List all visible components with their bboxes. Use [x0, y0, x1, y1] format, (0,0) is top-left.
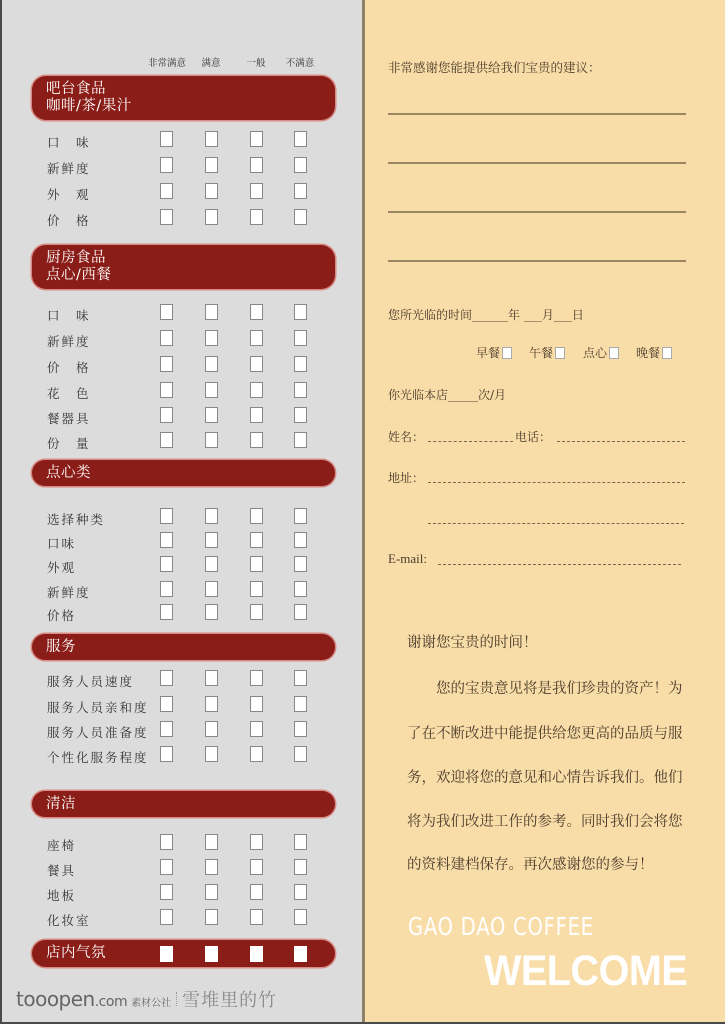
meal-option-snack[interactable]	[583, 344, 619, 361]
rating-item-label: 价 格	[47, 213, 91, 228]
rating-checkbox-一般[interactable]	[250, 407, 263, 423]
rating-checkbox-一般[interactable]	[250, 859, 263, 875]
rating-row	[0, 356, 360, 376]
rating-checkbox-一般[interactable]	[250, 721, 263, 737]
phone-label: 电话：	[515, 430, 552, 444]
rating-checkbox-满意[interactable]	[205, 382, 218, 398]
rating-checkbox-一般[interactable]	[250, 157, 263, 173]
section-header-2	[32, 460, 335, 486]
rating-checkbox-一般[interactable]	[250, 909, 263, 925]
rating-row	[0, 556, 360, 576]
rating-item-label: 口味	[47, 536, 77, 551]
meal-option-lunch[interactable]	[529, 344, 565, 361]
rating-row	[0, 670, 360, 690]
rating-row	[0, 432, 360, 452]
rating-checkbox-不满意[interactable]	[294, 382, 307, 398]
rating-row	[0, 131, 360, 151]
rating-checkbox-满意[interactable]	[205, 604, 218, 620]
name-field[interactable]	[428, 441, 513, 442]
rating-checkbox-不满意[interactable]	[294, 746, 307, 762]
name-label: 姓名：	[388, 430, 425, 444]
rating-checkbox-不满意[interactable]	[294, 909, 307, 925]
section-title: 清洁	[46, 795, 76, 812]
rating-checkbox-非常满意[interactable]	[160, 884, 173, 900]
rating-item-label: 份 量	[47, 436, 91, 451]
rating-checkbox-满意[interactable]	[205, 432, 218, 448]
rating-checkbox-一般[interactable]	[250, 746, 263, 762]
watermark-site: tooopen	[16, 987, 95, 1011]
column-satisfied: 满意	[201, 58, 221, 69]
rating-row	[0, 834, 360, 854]
meal-label: 晚餐	[636, 346, 661, 360]
welcome-heading: WELCOME	[484, 947, 688, 995]
address-field-2[interactable]	[428, 523, 684, 524]
section-title: 咖啡/茶/果汁	[46, 98, 132, 114]
section-title: 厨房食品	[46, 250, 106, 266]
email-field[interactable]	[438, 564, 681, 565]
rating-checkbox-不满意[interactable]	[294, 131, 307, 147]
meal-checkbox[interactable]	[555, 347, 565, 359]
meal-label: 点心	[583, 346, 608, 360]
meal-label: 早餐	[476, 346, 501, 360]
rating-checkbox-满意[interactable]	[205, 909, 218, 925]
watermark-tld: .com	[94, 994, 128, 1010]
rating-checkbox-一般[interactable]	[250, 432, 263, 448]
rating-checkbox-满意[interactable]	[205, 946, 218, 962]
rating-checkbox-非常满意[interactable]	[160, 356, 173, 372]
rating-checkbox-不满意[interactable]	[294, 604, 307, 620]
rating-checkbox-不满意[interactable]	[294, 581, 307, 597]
rating-checkbox-非常满意[interactable]	[160, 304, 173, 320]
rating-row	[0, 909, 360, 929]
rating-checkbox-满意[interactable]	[205, 157, 218, 173]
meal-option-dinner[interactable]	[636, 344, 672, 361]
rating-checkbox-满意[interactable]	[205, 721, 218, 737]
section-title: 吧台食品	[46, 81, 106, 97]
rating-item-label: 个性化服务程度	[47, 750, 149, 765]
watermark-separator	[176, 992, 177, 1006]
rating-item-label: 新鲜度	[47, 334, 91, 349]
rating-row	[0, 859, 360, 879]
rating-row	[0, 884, 360, 904]
rating-checkbox-一般[interactable]	[250, 131, 263, 147]
rating-checkbox-满意[interactable]	[205, 746, 218, 762]
rating-row	[0, 746, 360, 766]
thanks-line-3: 了在不断改进中能提供给您更高的品质与服	[407, 726, 683, 742]
rating-checkbox-不满意[interactable]	[294, 432, 307, 448]
rating-checkbox-不满意[interactable]	[294, 407, 307, 423]
suggestion-prompt: 非常感谢您能提供给我们宝贵的建议：	[388, 60, 601, 75]
section-title: 点心类	[46, 464, 91, 481]
rating-row	[0, 304, 360, 324]
rating-checkbox-一般[interactable]	[250, 304, 263, 320]
rating-checkbox-非常满意[interactable]	[160, 604, 173, 620]
rating-item-label: 新鲜度	[47, 161, 91, 176]
rating-checkbox-满意[interactable]	[205, 508, 218, 524]
rating-row	[0, 330, 360, 350]
rating-checkbox-一般[interactable]	[250, 670, 263, 686]
rating-checkbox-非常满意[interactable]	[160, 157, 173, 173]
rating-checkbox-满意[interactable]	[205, 407, 218, 423]
section-title: 店内气氛	[46, 945, 106, 961]
rating-checkbox-一般[interactable]	[250, 183, 263, 199]
rating-checkbox-非常满意[interactable]	[160, 834, 173, 850]
rating-checkbox-一般[interactable]	[250, 508, 263, 524]
meal-checkbox[interactable]	[609, 347, 619, 359]
rating-checkbox-一般[interactable]	[250, 556, 263, 572]
column-unsatisfied: 不满意	[285, 58, 315, 69]
rating-checkbox-一般[interactable]	[250, 696, 263, 712]
rating-row	[0, 532, 360, 552]
rating-checkbox-不满意[interactable]	[294, 721, 307, 737]
rating-checkbox-满意[interactable]	[205, 131, 218, 147]
rating-checkbox-满意[interactable]	[205, 556, 218, 572]
suggestion-line-3[interactable]	[388, 211, 686, 213]
rating-checkbox-一般[interactable]	[250, 209, 263, 225]
rating-item-label: 口 味	[47, 308, 91, 323]
rating-checkbox-不满意[interactable]	[294, 157, 307, 173]
rating-checkbox-满意[interactable]	[205, 330, 218, 346]
rating-item-label: 价 格	[47, 360, 91, 375]
rating-checkbox-不满意[interactable]	[294, 556, 307, 572]
thanks-line-6: 的资料建档保存。再次感谢您的参与！	[407, 857, 654, 873]
rating-checkbox-不满意[interactable]	[294, 946, 307, 962]
watermark-tag: 素材公社	[131, 998, 172, 1009]
rating-checkbox-非常满意[interactable]	[160, 746, 173, 762]
suggestion-line-2[interactable]	[388, 162, 686, 164]
address-label: 地址：	[388, 471, 425, 485]
rating-row	[0, 696, 360, 716]
rating-item-label: 外观	[47, 560, 77, 575]
section-header-4	[32, 791, 335, 817]
rating-checkbox-满意[interactable]	[205, 304, 218, 320]
meal-checkbox[interactable]	[662, 347, 672, 359]
rating-checkbox-一般[interactable]	[250, 604, 263, 620]
rating-checkbox-非常满意[interactable]	[160, 670, 173, 686]
rating-checkbox-非常满意[interactable]	[160, 508, 173, 524]
rating-checkbox-不满意[interactable]	[294, 834, 307, 850]
rating-row	[0, 581, 360, 601]
rating-row	[0, 183, 360, 203]
rating-checkbox-满意[interactable]	[205, 670, 218, 686]
rating-checkbox-一般[interactable]	[250, 946, 263, 962]
rating-checkbox-非常满意[interactable]	[160, 183, 173, 199]
section-title: 服务	[46, 638, 76, 655]
rating-checkbox-不满意[interactable]	[294, 508, 307, 524]
meal-option-breakfast[interactable]	[476, 344, 512, 361]
rating-checkbox-满意[interactable]	[205, 356, 218, 372]
rating-checkbox-一般[interactable]	[250, 330, 263, 346]
meal-checkbox[interactable]	[502, 347, 512, 359]
thanks-line-1: 谢谢您宝贵的时间！	[407, 635, 538, 651]
rating-checkbox-不满意[interactable]	[294, 696, 307, 712]
rating-checkbox-非常满意[interactable]	[160, 859, 173, 875]
rating-checkbox-非常满意[interactable]	[160, 909, 173, 925]
rating-item-label: 服务人员准备度	[47, 725, 149, 740]
rating-checkbox-不满意[interactable]	[294, 884, 307, 900]
rating-checkbox-非常满意[interactable]	[160, 407, 173, 423]
column-very-satisfied: 非常满意	[147, 58, 187, 69]
rating-row	[0, 382, 360, 402]
rating-item-label: 选择种类	[47, 512, 106, 527]
rating-checkbox-不满意[interactable]	[294, 859, 307, 875]
rating-checkbox-非常满意[interactable]	[160, 432, 173, 448]
rating-checkbox-一般[interactable]	[250, 581, 263, 597]
rating-checkbox-不满意[interactable]	[294, 356, 307, 372]
rating-item-label: 化妆室	[47, 913, 91, 928]
rating-row	[0, 508, 360, 528]
rating-checkbox-不满意[interactable]	[294, 330, 307, 346]
rating-checkbox-非常满意[interactable]	[160, 330, 173, 346]
rating-item-label: 地板	[47, 888, 77, 903]
rating-checkbox-不满意[interactable]	[294, 532, 307, 548]
suggestion-line-1[interactable]	[388, 113, 686, 115]
rating-row	[0, 209, 360, 229]
rating-checkbox-不满意[interactable]	[294, 209, 307, 225]
rating-checkbox-不满意[interactable]	[294, 183, 307, 199]
suggestion-line-4[interactable]	[388, 260, 686, 262]
section-header-3	[32, 634, 335, 660]
watermark-author: 雪堆里的竹	[182, 990, 278, 1011]
meal-label: 午餐	[529, 346, 554, 360]
visit-frequency-field[interactable]: 你光临本店_____次/月	[388, 388, 507, 402]
rating-checkbox-一般[interactable]	[250, 382, 263, 398]
section-header-0	[32, 76, 335, 120]
rating-item-label: 外 观	[47, 187, 91, 202]
rating-item-label: 餐器具	[47, 411, 91, 426]
email-label: E-mail:	[388, 551, 427, 566]
rating-checkbox-满意[interactable]	[205, 581, 218, 597]
rating-checkbox-满意[interactable]	[205, 859, 218, 875]
column-average: 一般	[246, 58, 266, 69]
phone-field[interactable]	[557, 441, 685, 442]
rating-checkbox-一般[interactable]	[250, 532, 263, 548]
rating-item-label: 座椅	[47, 838, 77, 853]
address-field-1[interactable]	[428, 482, 685, 483]
rating-checkbox-非常满意[interactable]	[160, 946, 173, 962]
rating-checkbox-满意[interactable]	[205, 183, 218, 199]
watermark	[16, 986, 277, 1012]
rating-item-label: 价格	[47, 608, 77, 623]
rating-item-label: 服务人员速度	[47, 674, 135, 689]
rating-checkbox-一般[interactable]	[250, 834, 263, 850]
thanks-line-4: 务，欢迎将您的意见和心情告诉我们。他们	[407, 770, 683, 786]
rating-row	[0, 604, 360, 624]
visit-date-field[interactable]: 您所光临的时间______年 ___月___日	[388, 308, 584, 322]
rating-checkbox-满意[interactable]	[205, 696, 218, 712]
section-header-1	[32, 245, 335, 289]
rating-checkbox-满意[interactable]	[205, 532, 218, 548]
rating-row	[0, 157, 360, 177]
rating-checkbox-非常满意[interactable]	[160, 581, 173, 597]
rating-checkbox-一般[interactable]	[250, 884, 263, 900]
brand-name: GAO DAO COFFEE	[408, 912, 594, 941]
rating-checkbox-非常满意[interactable]	[160, 721, 173, 737]
rating-checkbox-满意[interactable]	[205, 834, 218, 850]
section-header-5	[32, 940, 335, 967]
rating-item-label: 餐具	[47, 863, 77, 878]
rating-column-headers	[0, 55, 360, 69]
rating-checkbox-满意[interactable]	[205, 209, 218, 225]
rating-row	[0, 721, 360, 741]
thanks-line-5: 将为我们改进工作的参考。同时我们会将您	[407, 814, 683, 830]
section-title: 点心/西餐	[46, 267, 112, 283]
rating-checkbox-满意[interactable]	[205, 884, 218, 900]
rating-item-label: 新鲜度	[47, 585, 91, 600]
rating-checkbox-不满意[interactable]	[294, 304, 307, 320]
rating-row	[0, 407, 360, 427]
rating-checkbox-非常满意[interactable]	[160, 209, 173, 225]
rating-checkbox-非常满意[interactable]	[160, 532, 173, 548]
rating-checkbox-一般[interactable]	[250, 356, 263, 372]
rating-checkbox-不满意[interactable]	[294, 670, 307, 686]
rating-checkbox-非常满意[interactable]	[160, 382, 173, 398]
rating-checkbox-非常满意[interactable]	[160, 556, 173, 572]
thanks-line-2: 您的宝贵意见将是我们珍贵的资产！为	[407, 681, 683, 697]
rating-item-label: 服务人员亲和度	[47, 700, 149, 715]
rating-checkbox-非常满意[interactable]	[160, 696, 173, 712]
rating-item-label: 花 色	[47, 386, 91, 401]
rating-checkbox-非常满意[interactable]	[160, 131, 173, 147]
rating-item-label: 口 味	[47, 135, 91, 150]
